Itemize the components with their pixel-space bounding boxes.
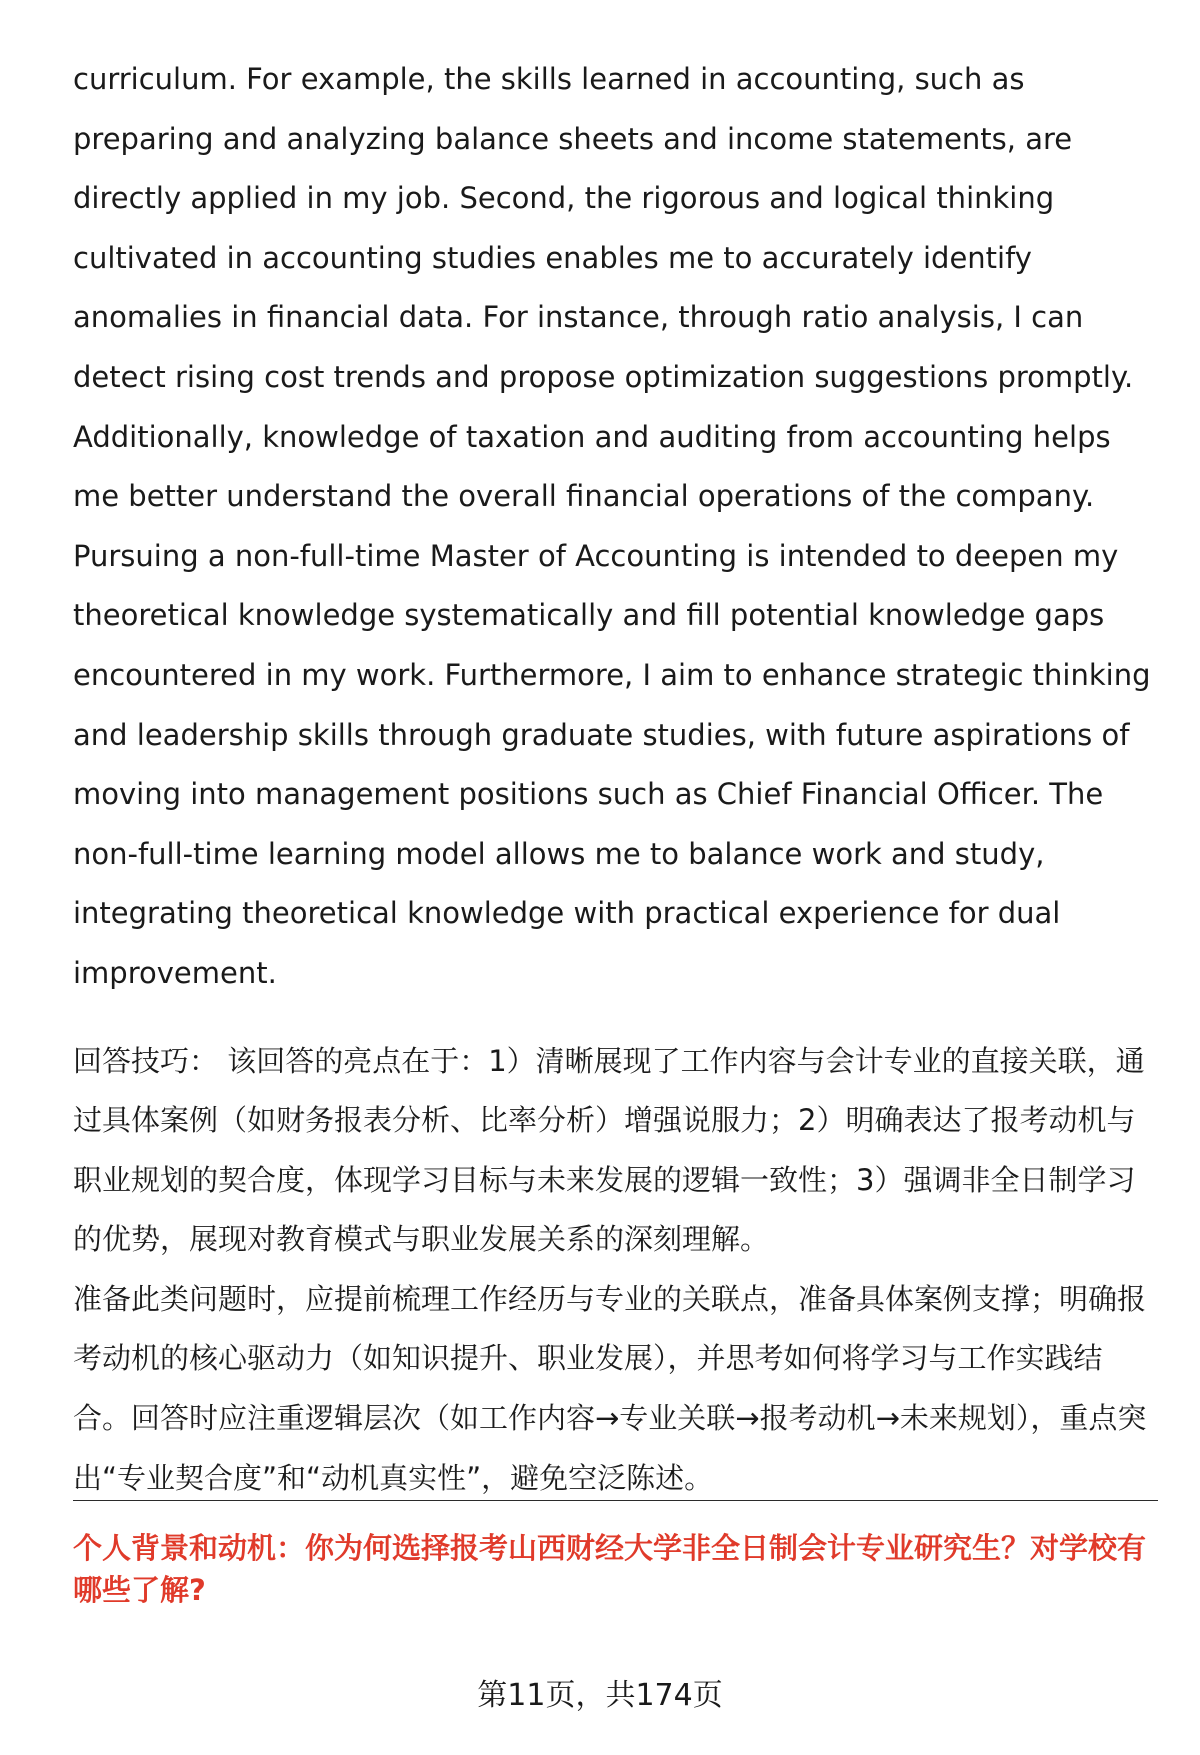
next-question-heading: 个人背景和动机：你为何选择报考山西财经大学非全日制会计专业研究生？对学校有哪些了解? [73,1531,1147,1607]
answer-paragraph: curriculum. For example, the skills learned in accounting, such as preparing and analyzing balance sheets and income statements, are directly applied in my job. Second, the rigorous and logical thinking cultivated in accounting studies enables me to accurately identify anomalies in financial data. For instance, through ratio analysis, I can detect rising cost trends and propose optimization suggestions promptly. Additionally, knowledge of taxation and auditing from accounting helps me better understand the overall financial operations of the company. Pursuing a non-full-time Master of Accounting is intended to deepen my theoretical knowledge systematically and fill potential knowledge gaps encountered in my work. Furthermore, I aim to enhance strategic thinking and leadership skills through graduate studies, with future aspirations of moving into management positions such as Chief Financial Officer. The non-full-time learning model allows me to balance work and study, integrating theoretical knowledge with practical experience for dual improvement. [73,62,1151,990]
section-divider [73,1500,1158,1501]
tips-paragraph-preparation: 准备此类问题时，应提前梳理工作经历与专业的关联点，准备具体案例支撑；明确报考动机的核心驱动力（如知识提升、职业发展），并思考如何将学习与工作实践结合。回答时应注重逻辑层次（如工作内容→专业关联→报考动机→未来规划），重点突出“专业契合度”和“动机真实性”，避免空泛陈述。 [73,1281,1147,1495]
answer-tips-section [73,1032,1158,1509]
document-page [73,50,1158,1508]
tips-paragraph-highlights: 回答技巧： 该回答的亮点在于：1）清晰展现了工作内容与会计专业的直接关联，通过具体案例（如财务报表分析、比率分析）增强说服力；2）明确表达了报考动机与职业规划的契合度，体现学习目标与未来发展的逻辑一致性；3）强调非全日制学习的优势，展现对教育模式与职业发展关系的深刻理解。 [73,1043,1145,1257]
page-number-footer: 第11页，共174页 [477,1678,723,1713]
